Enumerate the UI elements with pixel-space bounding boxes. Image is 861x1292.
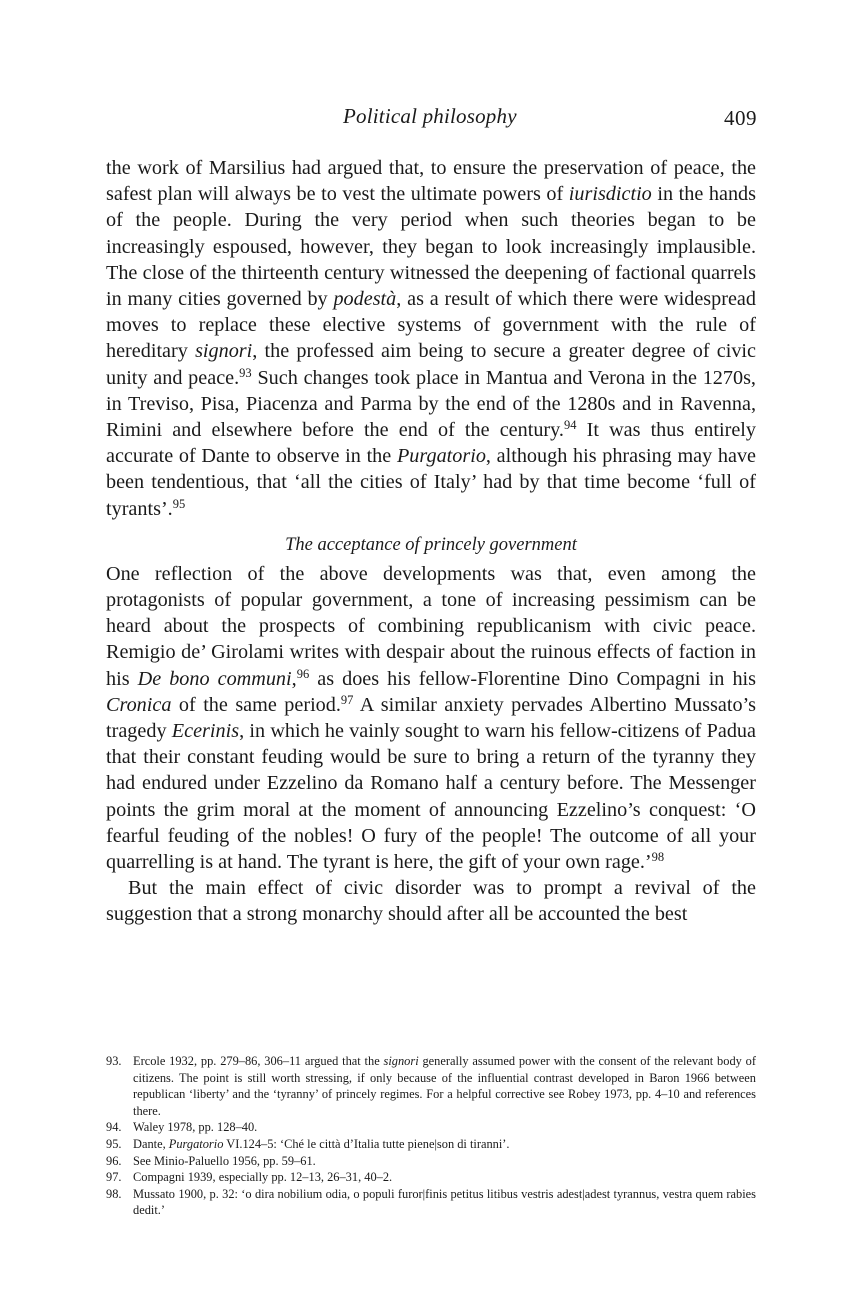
text-run: Ercole 1932, pp. 279–86, 306–11 argued that the (133, 1054, 384, 1068)
footnote-97 (106, 1169, 756, 1186)
text-run: of the same period. (171, 693, 341, 716)
footnote-ref: 97 (340, 692, 354, 707)
text-run: , although his phrasing may have been tendentious, that ‘all the cities of Italy’ had by that time become ‘full of tyrants’. (106, 445, 757, 520)
footnote-text: Mussato 1900, p. 32: ‘o dira nobilium odia, o populi furor|finis petitus litibus vestris adest|adest tyrannus, vestra quem rabies dedit.’ (133, 1186, 756, 1218)
footnote-ref: 94 (563, 418, 577, 433)
italic-term: signori (195, 340, 253, 363)
italic-term: Cronica (106, 693, 172, 716)
footnote-94 (106, 1119, 756, 1136)
footnote-number: 94. (106, 1120, 122, 1135)
text-run: VI.124–5: ‘Ché le città d’Italia tutte piene|son di tiranni’. (223, 1136, 510, 1151)
footnote-93 (106, 1053, 756, 1119)
paragraph-2 (106, 561, 756, 875)
footnote-number: 95. (106, 1136, 122, 1151)
text-run: the work of Marsilius had argued that, to ensure the preservation of peace, the safest plan will always be to vest the ultimate powers of (106, 157, 756, 206)
footnote-number: 98. (106, 1186, 122, 1201)
footnote-ref: 95 (172, 496, 186, 511)
text-run: One reflection of the above developments was that, even among the protagonists of popular government, a tone of increasing pessimism can be heard about the prospects of combining republicanism with civic peace. Remigio de’ Girolami writes with despair about the ruinous effects of faction in his (106, 562, 756, 690)
text-run: , (291, 667, 297, 690)
text-run: A similar anxiety pervades Albertino Mussato’s tragedy (106, 693, 756, 743)
italic-term: Purgatorio (396, 445, 486, 468)
footnote-ref: 93 (239, 365, 252, 380)
running-header (0, 104, 861, 134)
text-run: , in which he vainly sought to warn his fellow-citizens of Padua that their constant feuding would be sure to bring a return of the tyranny they had endured under Ezzelino da Romano half a century before. The Messenger points the grim moral at the moment of announcing Ezzelino’s conquest: ‘O fearful feuding of the nobles! O fury of the people! The outcome of all your quarrelling is at hand. The tyrant is here, the gift of your own rage.’ (106, 720, 756, 874)
footnote-95 (106, 1136, 756, 1153)
footnote-text (133, 1053, 756, 1119)
italic-term: Purgatorio (168, 1136, 224, 1151)
italic-term: De bono communi (137, 667, 292, 690)
italic-term: iurisdictio (568, 183, 652, 206)
text-run: Dante, (133, 1136, 169, 1151)
text-run: generally assumed power with the consent of the relevant body of citizens. The point is still worth stressing, if only because of the influential contrast developed in Baron 1966 between republican ‘liberty’ and the ‘tyranny’ of princely regimes. For a helpful corrective see Robey 1973, pp. 4–10 and references there. (133, 1054, 756, 1118)
italic-term: signori (383, 1054, 419, 1068)
footnote-ref: 98 (651, 850, 665, 865)
footnotes (106, 1053, 756, 1219)
paragraph-3 (106, 875, 756, 927)
footnote-text: See Minio-Paluello 1956, pp. 59–61. (133, 1153, 316, 1168)
text-run: , as a result of which there were widespread moves to replace these elective systems of government with the rule of hereditary (106, 288, 756, 363)
page-number: 409 (724, 106, 757, 130)
footnote-ref: 96 (296, 666, 310, 681)
footnote-number: 93. (106, 1054, 122, 1068)
text-run: But the main effect of civic disorder was to prompt a revival of the suggestion that a strong monarchy should after all be accounted the best (106, 877, 756, 926)
footnote-text (133, 1136, 756, 1153)
text-run: Such changes took place in Mantua and Verona in the 1270s, in Treviso, Pisa, Piacenza and Parma by the end of the 1280s and in Ravenna, Rimini and elsewhere before the end of the century. (106, 366, 756, 442)
footnote-number: 96. (106, 1153, 122, 1168)
running-title: Political philosophy (343, 104, 517, 128)
text-run: , the professed aim being to secure a greater degree of civic unity and peace. (106, 340, 757, 389)
footnote-number: 97. (106, 1170, 122, 1185)
footnote-text: Compagni 1939, especially pp. 12–13, 26–31, 40–2. (133, 1170, 393, 1185)
footnote-96 (106, 1153, 756, 1170)
paragraph-1 (106, 155, 756, 522)
footnote-text: Waley 1978, pp. 128–40. (133, 1120, 258, 1135)
text-run: in the hands of the people. During the very period when such theories began to be increasingly espoused, however, they began to look increasingly implausible. The close of the thirteenth century witnessed the deepening of factional quarrels in many cities governed by (106, 183, 756, 311)
section-heading: The acceptance of princely government (285, 534, 577, 555)
main-text (106, 155, 756, 928)
italic-term: Ecerinis (171, 720, 240, 743)
italic-term: podestà (333, 288, 397, 311)
footnote-98 (106, 1186, 756, 1219)
text-run: It was thus entirely accurate of Dante to observe in the (106, 419, 756, 468)
text-run: as does his fellow-Florentine Dino Compagni in his (309, 667, 757, 690)
